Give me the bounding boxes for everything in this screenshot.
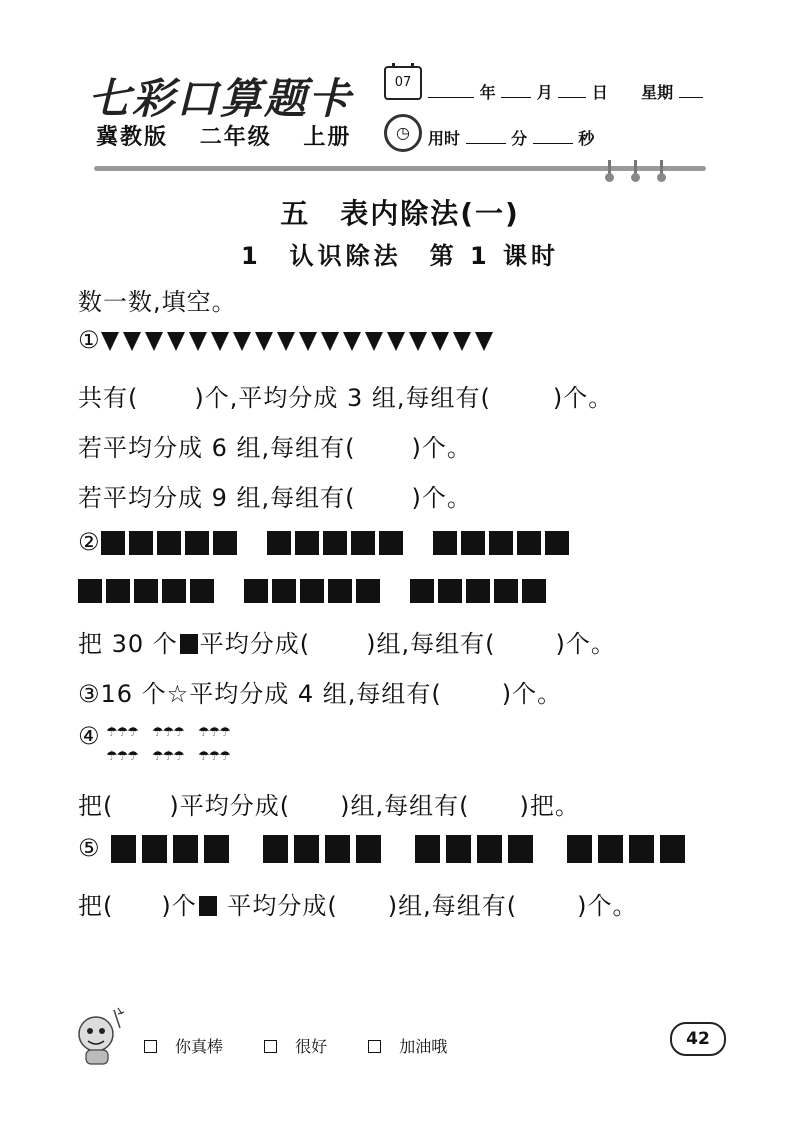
q2-marker: ② [78, 528, 101, 556]
time-used-label: 用时 [428, 129, 461, 148]
minutes-label: 分 [511, 129, 528, 148]
triangle-icon [409, 332, 427, 351]
black-square-icon [157, 531, 181, 555]
umbrella-group [106, 720, 244, 768]
black-square-icon [522, 579, 546, 603]
black-square-icon [545, 531, 569, 555]
triangle-icon [453, 332, 471, 351]
triangle-icon [233, 332, 251, 351]
black-square-icon [204, 835, 229, 863]
q1-figure [78, 326, 497, 354]
time-line [428, 126, 594, 149]
black-square-icon [517, 531, 541, 555]
black-square-icon [466, 579, 490, 603]
pin-icon [608, 160, 611, 178]
black-square-icon [213, 531, 237, 555]
triangle-icon [431, 332, 449, 351]
year-label: 年 [479, 83, 496, 102]
black-square-icon [267, 531, 291, 555]
q2-figure-row2 [78, 576, 550, 604]
black-square-icon [508, 835, 533, 863]
triangle-icon [211, 332, 229, 351]
black-square-icon [263, 835, 288, 863]
rating-checkbox[interactable] [368, 1040, 381, 1053]
edition-info [96, 120, 373, 151]
triangle-icon [123, 332, 141, 351]
umbrella-icon: ☂☂☂ [197, 725, 230, 740]
triangle-row [101, 326, 497, 354]
umbrella-icon: ☂☂☂ [151, 725, 184, 740]
black-square-icon [180, 634, 198, 654]
self-rating [144, 1034, 483, 1057]
lesson-title: 1 认识除法 第 1 课时 [240, 242, 560, 270]
q2-line: 把 30 个 平均分成( )组,每组有( )个。 [78, 630, 616, 658]
triangle-icon [167, 332, 185, 351]
seconds-label: 秒 [578, 129, 595, 148]
black-square-icon [142, 835, 167, 863]
triangle-icon [387, 332, 405, 351]
black-square-icon [433, 531, 457, 555]
q4-figure [78, 722, 101, 750]
black-square-icon [199, 896, 217, 916]
triangle-icon [299, 332, 317, 351]
day-blank[interactable] [558, 97, 586, 98]
q4-line: 把( )平均分成( )组,每组有( )把。 [78, 792, 580, 820]
black-square-icon [489, 531, 513, 555]
month-blank[interactable] [501, 97, 531, 98]
black-square-icon [629, 835, 654, 863]
black-square-icon [410, 579, 434, 603]
rating-checkbox[interactable] [144, 1040, 157, 1053]
umbrella-icon: ☂☂☂ [197, 749, 230, 764]
instruction: 数一数,填空。 [78, 288, 237, 316]
q5-marker: ⑤ [78, 834, 101, 862]
edition-volume: 上册 [303, 125, 352, 150]
black-square-icon [323, 531, 347, 555]
black-square-icon [294, 835, 319, 863]
q1-line2: 若平均分成 6 组,每组有( )个。 [78, 434, 472, 462]
triangle-icon [343, 332, 361, 351]
black-square-icon [162, 579, 186, 603]
umbrella-icon: ☂☂☂ [106, 749, 138, 764]
triangle-icon [189, 332, 207, 351]
page-number: 42 [670, 1022, 726, 1056]
q5-figure [78, 834, 691, 863]
black-square-icon [101, 531, 125, 555]
month-label: 月 [536, 83, 553, 102]
black-square-icon [379, 531, 403, 555]
black-square-icon [567, 835, 592, 863]
seconds-blank[interactable] [533, 143, 573, 144]
unit-title: 五 表内除法(一) [280, 197, 520, 230]
black-square-icon [351, 531, 375, 555]
black-square-icon [415, 835, 440, 863]
rating-excellent: 你真棒 [175, 1037, 224, 1056]
black-square-icon [477, 835, 502, 863]
date-line [428, 80, 703, 103]
mascot-illustration [72, 1004, 134, 1068]
pin-icon [634, 160, 637, 178]
black-square-icon [325, 835, 350, 863]
header-divider [94, 166, 706, 171]
triangle-icon [145, 332, 163, 351]
triangle-icon [321, 332, 339, 351]
weekday-blank[interactable] [679, 97, 703, 98]
black-square-icon [356, 579, 380, 603]
black-square-icon [356, 835, 381, 863]
black-square-icon [494, 579, 518, 603]
black-square-icon [78, 579, 102, 603]
calendar-icon: 07 [384, 66, 422, 100]
black-square-icon [300, 579, 324, 603]
umbrella-icon: ☂☂☂ [106, 725, 138, 740]
q2-figure-row1 [78, 528, 573, 556]
day-label: 日 [591, 83, 608, 102]
black-square-icon [328, 579, 352, 603]
black-square-icon [244, 579, 268, 603]
triangle-icon [277, 332, 295, 351]
black-square-icon [129, 531, 153, 555]
clock-icon: ◷ [384, 114, 422, 152]
edition-publisher: 冀教版 [96, 125, 169, 150]
rating-keep-going: 加油哦 [399, 1037, 448, 1056]
umbrella-icon: ☂☂☂ [151, 749, 184, 764]
black-square-icon [106, 579, 130, 603]
rating-good: 很好 [295, 1037, 328, 1056]
black-square-icon [660, 835, 685, 863]
triangle-icon [475, 332, 493, 351]
rating-checkbox[interactable] [264, 1040, 277, 1053]
black-square-icon [111, 835, 136, 863]
q4-marker: ④ [78, 722, 101, 750]
q3-line: ③16 个☆平均分成 4 组,每组有( )个。 [78, 680, 563, 708]
brand-title: 七彩口算题卡 [88, 74, 353, 123]
q5-line: 把( )个 平均分成( )组,每组有( )个。 [78, 892, 638, 920]
triangle-icon [255, 332, 273, 351]
weekday-label: 星期 [641, 83, 674, 102]
black-square-icon [173, 835, 198, 863]
black-square-icon [190, 579, 214, 603]
black-square-icon [272, 579, 296, 603]
triangle-icon [101, 332, 119, 351]
black-square-icon [446, 835, 471, 863]
black-square-icon [185, 531, 209, 555]
black-square-icon [598, 835, 623, 863]
pin-icon [660, 160, 663, 178]
q1-line1: 共有( )个,平均分成 3 组,每组有( )个。 [78, 384, 614, 412]
q1-line3: 若平均分成 9 组,每组有( )个。 [78, 484, 472, 512]
year-blank[interactable] [428, 97, 474, 98]
q1-marker: ① [78, 326, 101, 354]
black-square-icon [438, 579, 462, 603]
edition-grade: 二年级 [199, 125, 272, 150]
black-square-icon [134, 579, 158, 603]
black-square-icon [461, 531, 485, 555]
minutes-blank[interactable] [466, 143, 506, 144]
triangle-icon [365, 332, 383, 351]
black-square-icon [295, 531, 319, 555]
